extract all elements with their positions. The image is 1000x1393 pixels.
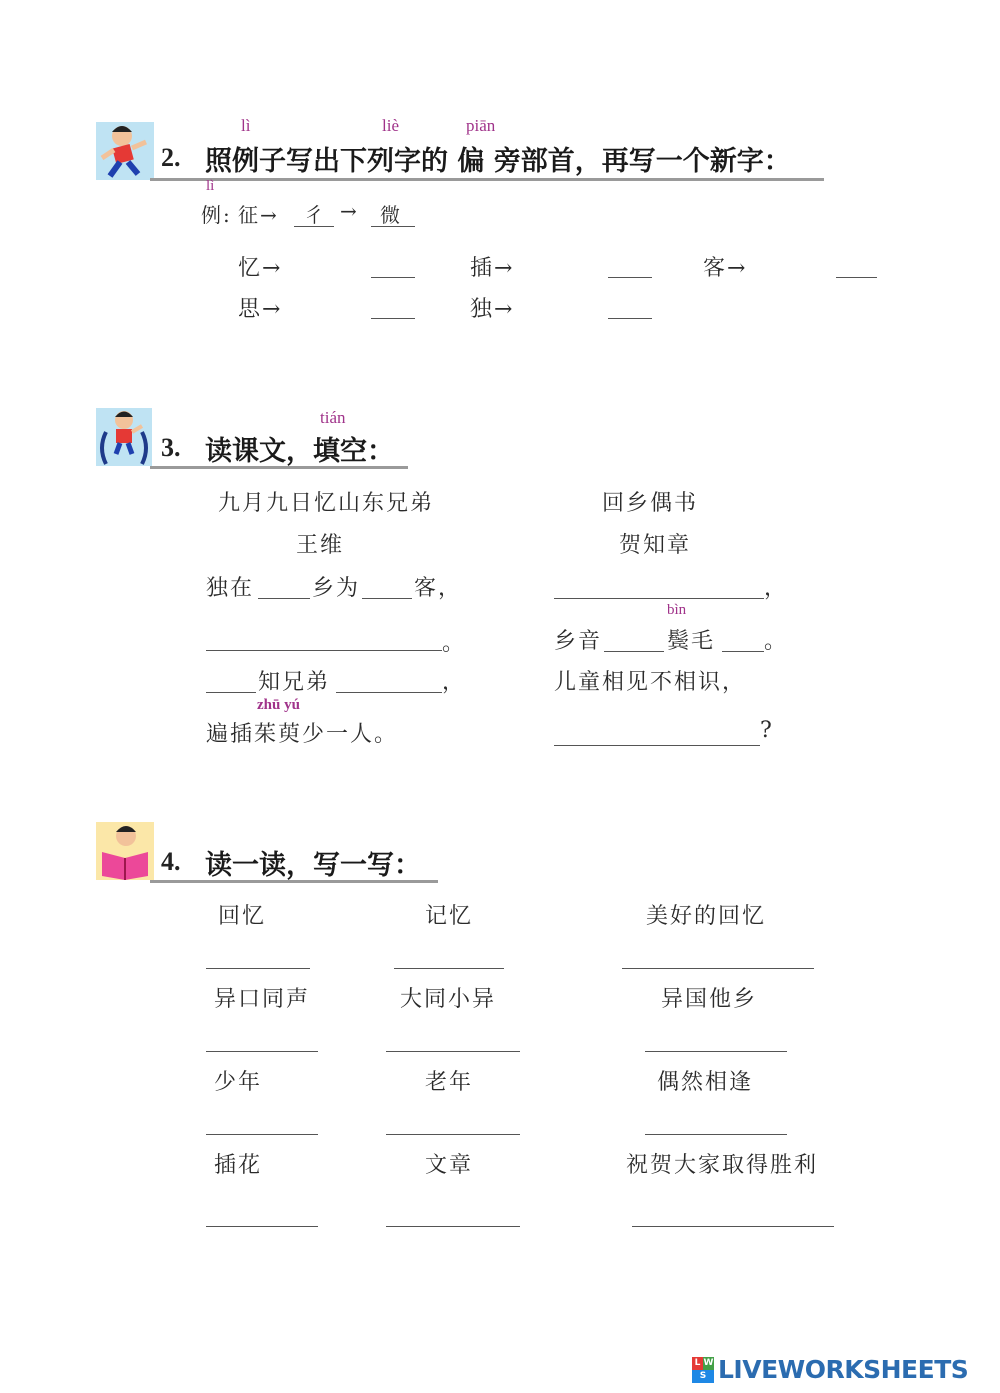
write-line-1-3[interactable] xyxy=(622,968,814,969)
example-radical: 彳 xyxy=(304,203,326,227)
pinyin-tian: tián xyxy=(320,408,346,427)
answer-cha[interactable] xyxy=(608,277,652,278)
poem1-line2-end: 。 xyxy=(442,631,467,656)
poem2-line4-blank[interactable] xyxy=(554,745,760,746)
boy-with-pencil-icon xyxy=(96,408,152,466)
section3-number: 3. xyxy=(161,433,181,462)
section4-heading: 读一读，写一写： xyxy=(205,850,421,881)
logo-badge-l: L xyxy=(692,1357,703,1370)
poem2-line1-end: ， xyxy=(764,576,789,601)
logo-badge-w: W xyxy=(703,1358,714,1368)
example-char: 征→ xyxy=(238,203,279,227)
section2-number: 2. xyxy=(161,143,181,172)
word-yikou-tongsheng: 异口同声 xyxy=(214,987,311,1012)
child-reading-book-icon xyxy=(96,822,154,880)
word-zhuhe-dajia: 祝贺大家取得胜利 xyxy=(626,1153,819,1178)
poem2-title: 回乡偶书 xyxy=(602,491,699,516)
poem2-line2-end: 。 xyxy=(764,629,789,654)
write-line-3-2[interactable] xyxy=(386,1134,520,1135)
answer-yi[interactable] xyxy=(371,277,415,278)
word-yiguo-taxiang: 异国他乡 xyxy=(661,987,758,1012)
liveworksheets-logo xyxy=(692,1355,992,1385)
item-yi: 忆→ xyxy=(238,256,283,281)
answer-ke[interactable] xyxy=(836,277,877,278)
write-line-1-1[interactable] xyxy=(206,968,310,969)
item-du: 独→ xyxy=(470,297,515,322)
word-chahua: 插花 xyxy=(214,1153,263,1178)
section3-heading: 读课文，填空： xyxy=(205,436,394,467)
poem1-line3-a: 知兄弟 xyxy=(258,670,331,695)
section2-rule xyxy=(150,178,824,181)
word-wenzhang: 文章 xyxy=(425,1153,474,1178)
write-line-3-1[interactable] xyxy=(206,1134,318,1135)
answer-du[interactable] xyxy=(608,318,652,319)
poem2-line3: 儿童相见不相识， xyxy=(554,670,747,695)
poem1-title: 九月九日忆山东兄弟 xyxy=(218,491,435,516)
example-newchar-line xyxy=(371,226,415,227)
boy-running-icon xyxy=(96,122,154,180)
answer-si[interactable] xyxy=(371,318,415,319)
poem1-blank-4[interactable] xyxy=(336,692,442,693)
word-huiyi: 回忆 xyxy=(218,904,267,929)
logo-badge xyxy=(692,1357,714,1383)
item-ke: 客→ xyxy=(703,256,748,281)
section2-heading: 照例子写出下列字的 偏 旁部首，再写一个新字： xyxy=(205,146,791,177)
poem2-line1-blank[interactable] xyxy=(554,598,764,599)
pinyin-zhuyu: zhū yú xyxy=(257,697,300,713)
poem2-blank-2[interactable] xyxy=(722,651,764,652)
write-line-4-3[interactable] xyxy=(632,1226,834,1227)
write-line-4-1[interactable] xyxy=(206,1226,318,1227)
write-line-4-2[interactable] xyxy=(386,1226,520,1227)
poem1-line2-blank[interactable] xyxy=(206,650,442,651)
logo-text: LIVEWORKSHEETS xyxy=(718,1355,969,1384)
poem2-line2-b: 鬓毛 xyxy=(667,629,716,654)
poem1-line3-end: ， xyxy=(442,670,467,695)
write-line-2-3[interactable] xyxy=(645,1051,787,1052)
word-shaonian: 少年 xyxy=(214,1070,263,1095)
section4-number: 4. xyxy=(161,847,181,876)
poem2-author: 贺知章 xyxy=(619,533,692,558)
poem2-line2-a: 乡音 xyxy=(554,629,603,654)
example-label: 例: xyxy=(201,203,232,227)
example-newchar: 微 xyxy=(380,203,402,227)
poem1-line1-b: 乡为 xyxy=(312,576,361,601)
logo-badge-s: S xyxy=(692,1370,714,1383)
pinyin-li-2: lì xyxy=(206,178,215,194)
item-si: 思→ xyxy=(238,297,283,322)
write-line-2-1[interactable] xyxy=(206,1051,318,1052)
poem1-blank-3[interactable] xyxy=(206,692,256,693)
word-ouran-xiangfeng: 偶然相逢 xyxy=(657,1070,754,1095)
word-jiyi: 记忆 xyxy=(425,904,474,929)
poem2-line4-end: ? xyxy=(760,718,774,743)
poem1-blank-2[interactable] xyxy=(362,598,412,599)
pinyin-li-1: lì xyxy=(241,116,251,135)
item-cha: 插→ xyxy=(470,256,515,281)
pinyin-pian: piān xyxy=(466,116,496,135)
poem1-line1-c: 客， xyxy=(414,576,463,601)
example-arrow: → xyxy=(340,199,359,223)
example-radical-line xyxy=(294,226,334,227)
poem1-line4: 遍插茱萸少一人。 xyxy=(206,722,399,747)
write-line-2-2[interactable] xyxy=(386,1051,520,1052)
poem1-blank-1[interactable] xyxy=(258,598,310,599)
word-datong-xiaoyi: 大同小异 xyxy=(400,987,497,1012)
pinyin-lie: liè xyxy=(382,116,399,135)
word-meihao-de-huiyi: 美好的回忆 xyxy=(646,904,767,929)
pinyin-bin: bìn xyxy=(667,602,687,618)
word-laonian: 老年 xyxy=(425,1070,474,1095)
write-line-3-3[interactable] xyxy=(645,1134,787,1135)
poem1-line1-a: 独在 xyxy=(206,576,255,601)
poem2-blank-1[interactable] xyxy=(604,651,664,652)
poem1-author: 王维 xyxy=(296,533,345,558)
write-line-1-2[interactable] xyxy=(394,968,504,969)
